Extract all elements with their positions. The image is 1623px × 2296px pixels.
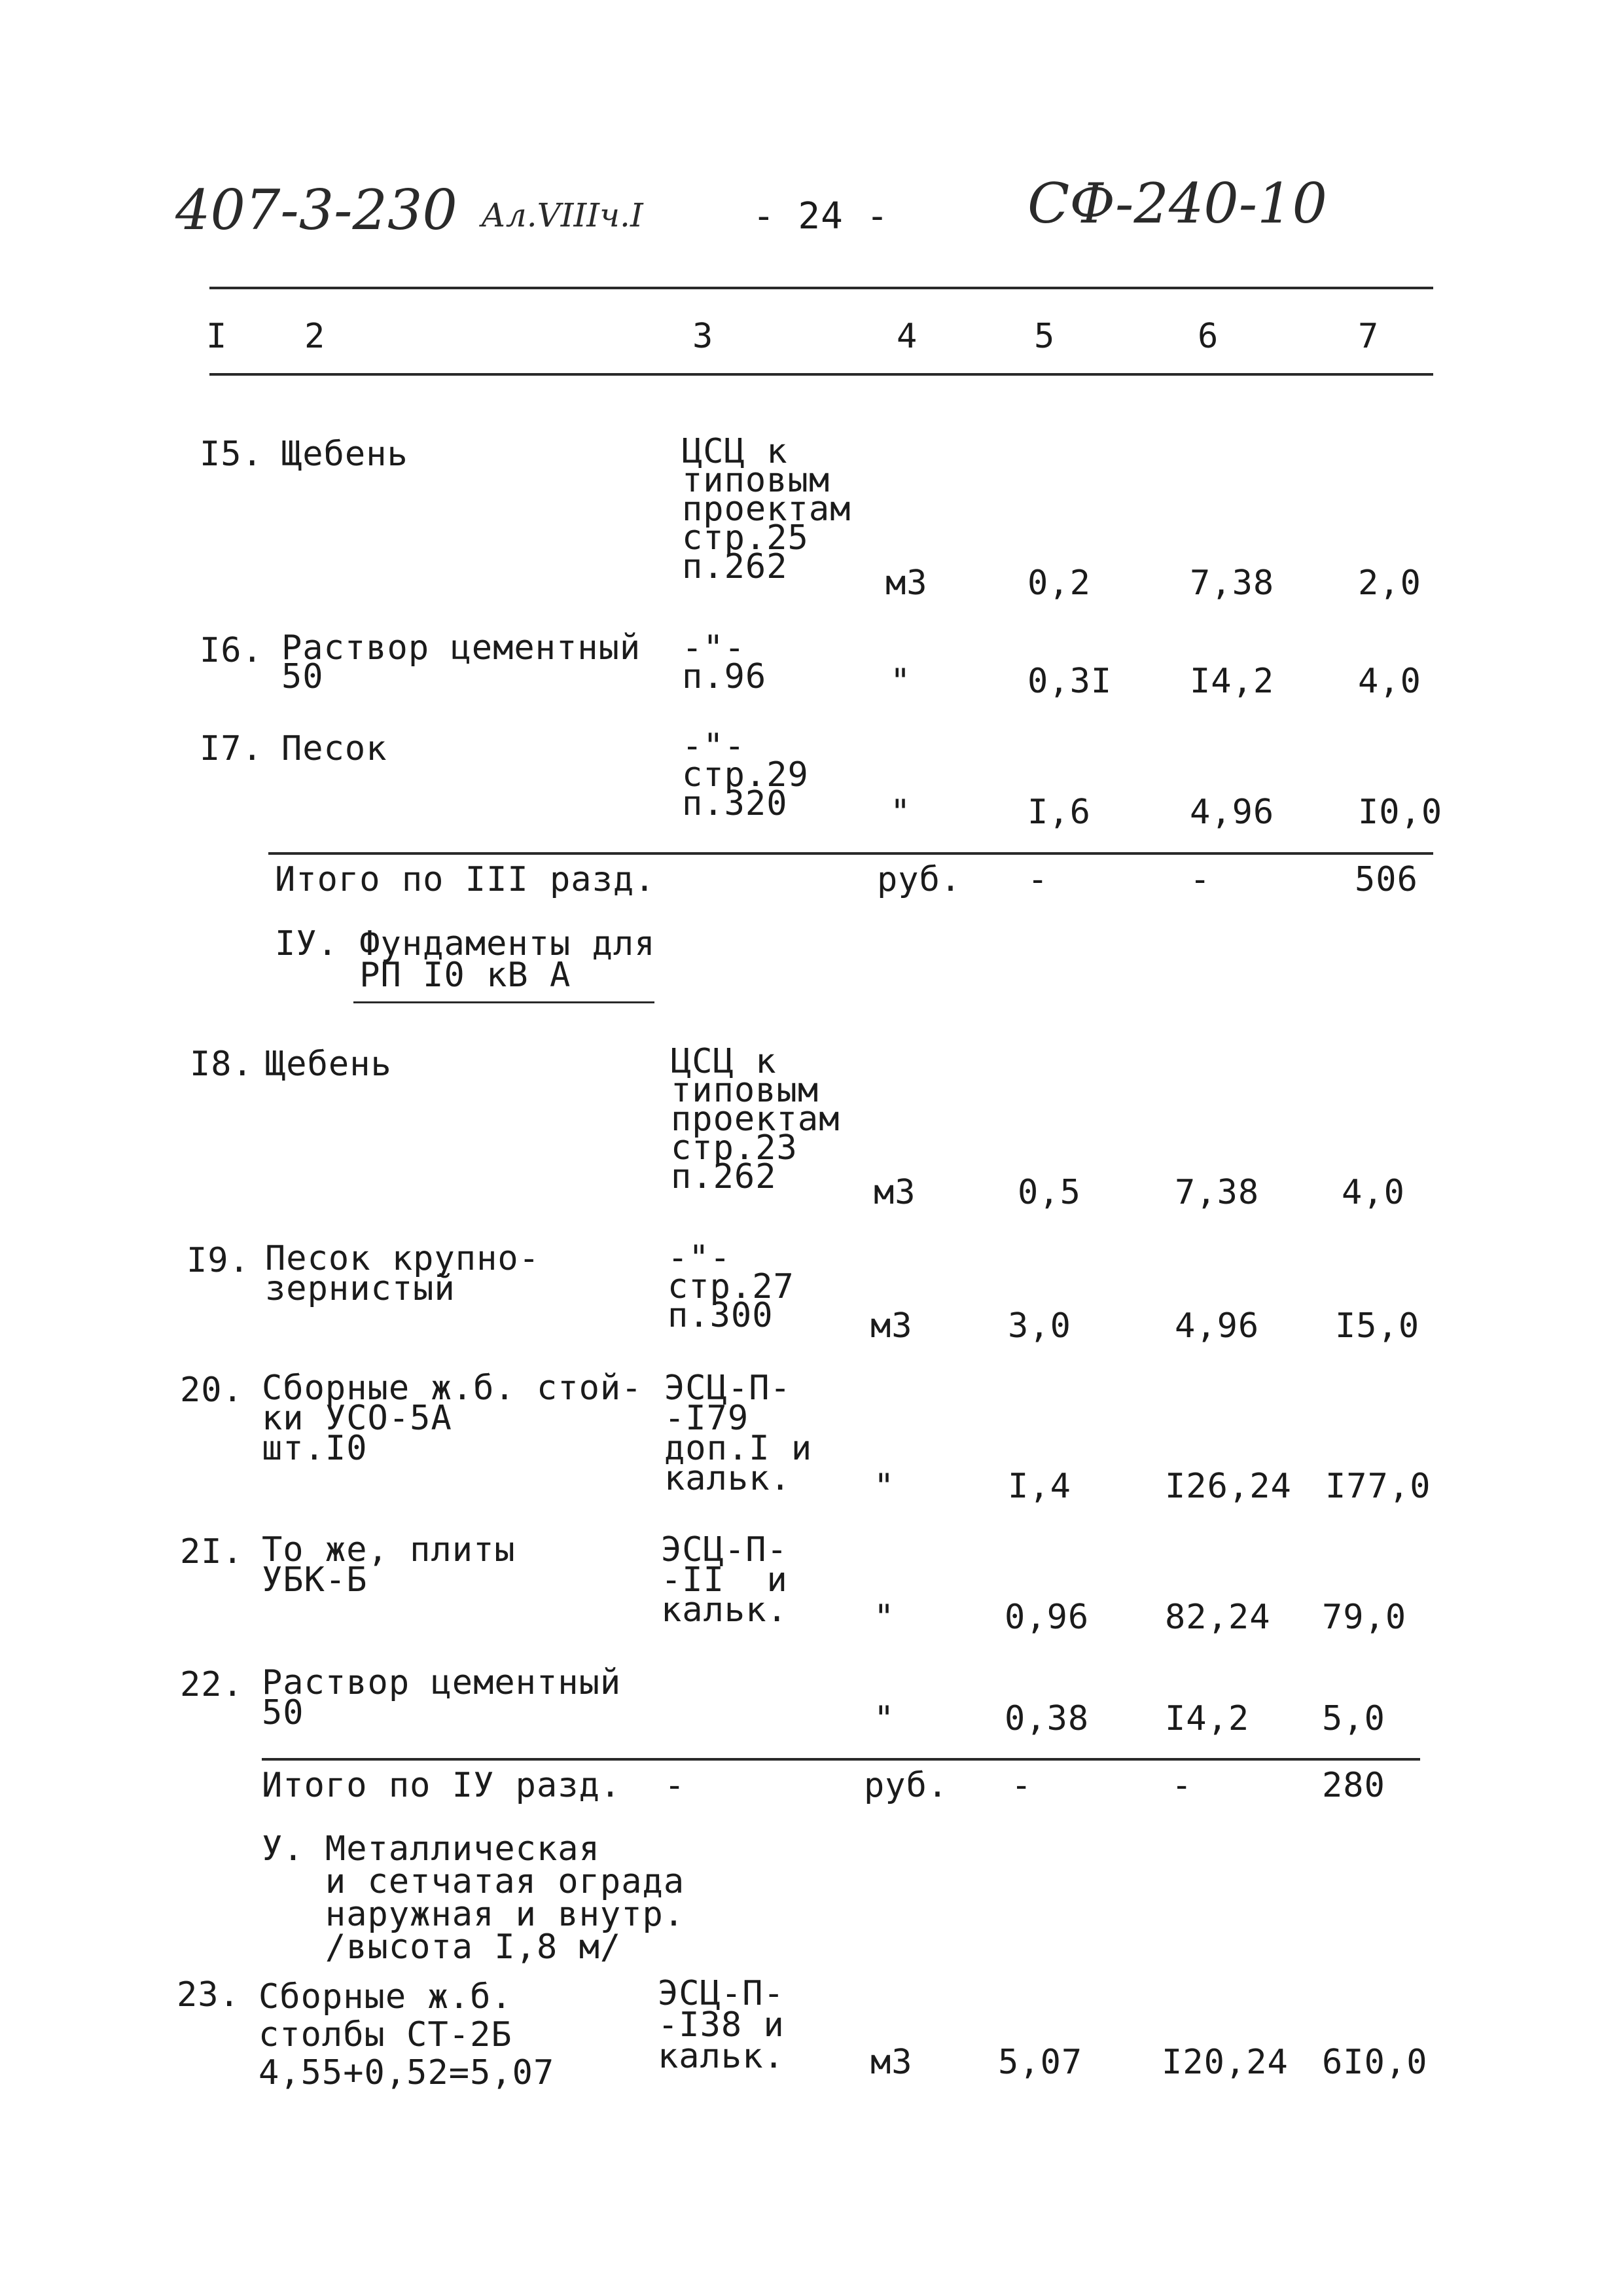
row-name: Щебень <box>265 1045 392 1084</box>
subtotal-rule <box>262 1758 1420 1761</box>
row-source: ЭСЦ-П- -II и кальк. <box>661 1530 788 1630</box>
row-number: I7. <box>200 729 263 768</box>
row-total: 79,0 <box>1322 1598 1407 1637</box>
row-price: 4,96 <box>1175 1306 1260 1346</box>
row-price: I26,24 <box>1165 1467 1292 1506</box>
row-name: То же, плиты УБК-Б <box>262 1530 516 1600</box>
row-unit: " <box>874 1467 895 1506</box>
row-quantity: 0,38 <box>1005 1699 1090 1738</box>
row-name: Песок <box>281 729 387 768</box>
column-header-3: 3 <box>692 317 714 356</box>
row-source: -"- стр.27 п.300 <box>668 1238 794 1335</box>
row-number: I9. <box>187 1241 250 1280</box>
row-quantity: - <box>1011 1766 1033 1805</box>
album-reference: Ал.VIIIч.I <box>481 196 643 234</box>
row-unit: руб. <box>877 860 962 899</box>
row-unit: м3 <box>885 564 928 603</box>
row-price: I4,2 <box>1190 662 1275 701</box>
row-source: ЦСЦ к типовым проектам стр.23 п.262 <box>671 1042 840 1196</box>
section-heading-underline <box>353 1001 654 1003</box>
column-header-2: 2 <box>304 317 326 356</box>
row-total: 5,0 <box>1322 1699 1385 1738</box>
row-total: 280 <box>1322 1766 1385 1805</box>
row-number: 23. <box>177 1975 240 2015</box>
row-number: 2I. <box>180 1532 243 1571</box>
row-source: -"- п.96 <box>682 628 767 696</box>
row-total: I77,0 <box>1325 1467 1431 1506</box>
row-name: Раствор цементный 50 <box>262 1663 622 1732</box>
row-quantity: 3,0 <box>1008 1306 1071 1346</box>
row-unit: м3 <box>874 1173 916 1212</box>
row-name: Итого по IУ разд. <box>262 1766 622 1805</box>
row-source: ЭСЦ-П- -I79 доп.I и кальк. <box>664 1369 813 1498</box>
row-price: I4,2 <box>1165 1699 1250 1738</box>
row-number: I6. <box>200 631 263 670</box>
row-total: 6I0,0 <box>1322 2043 1428 2082</box>
page-number: - 24 - <box>753 195 889 238</box>
row-unit: " <box>890 793 912 832</box>
row-name: Сборные ж.б. стой- ки УСО-5А шт.I0 <box>262 1369 643 1468</box>
row-total: I0,0 <box>1358 793 1443 832</box>
row-number: 22. <box>180 1665 243 1704</box>
column-header-4: 4 <box>897 317 918 356</box>
row-number: 20. <box>180 1371 243 1410</box>
series-code: СФ-240-10 <box>1027 171 1327 236</box>
row-price: 4,96 <box>1190 793 1275 832</box>
row-unit: " <box>874 1699 895 1738</box>
row-total: 506 <box>1355 860 1418 899</box>
row-quantity: I,6 <box>1027 793 1091 832</box>
row-number: I8. <box>190 1045 253 1084</box>
row-name: Песок крупно- зернистый <box>265 1239 540 1308</box>
column-header-7: 7 <box>1358 317 1380 356</box>
row-unit: " <box>874 1598 895 1637</box>
row-number: I5. <box>200 435 263 474</box>
subtotal-rule <box>268 852 1433 855</box>
row-price: I20,24 <box>1162 2043 1289 2082</box>
row-price: 7,38 <box>1175 1173 1260 1212</box>
row-quantity: 5,07 <box>998 2043 1083 2082</box>
row-total: I5,0 <box>1335 1306 1420 1346</box>
column-header-6: 6 <box>1198 317 1219 356</box>
header-bottom-rule <box>209 373 1433 376</box>
row-quantity: 0,3I <box>1027 662 1113 701</box>
row-total: 2,0 <box>1358 564 1421 603</box>
row-name: Итого по III разд. <box>275 860 656 899</box>
row-total: 4,0 <box>1342 1173 1405 1212</box>
row-unit: " <box>890 662 912 701</box>
row-source: ЭСЦ-П- -I38 и кальк. <box>658 1974 785 2076</box>
row-price: - <box>1190 860 1211 899</box>
row-name: Щебень <box>281 435 408 474</box>
header-top-rule <box>209 287 1433 289</box>
row-source: -"- стр.29 п.320 <box>682 726 809 823</box>
row-source: ЦСЦ к типовым проектам стр.25 п.262 <box>682 432 851 586</box>
row-total: 4,0 <box>1358 662 1421 701</box>
row-unit: м3 <box>870 1306 913 1346</box>
row-name: Раствор цементный 50 <box>281 628 641 696</box>
row-name: IУ. Фундаменты для РП I0 кВ А <box>275 924 656 995</box>
row-quantity: - <box>1027 860 1049 899</box>
row-price: 82,24 <box>1165 1598 1271 1637</box>
row-source: - <box>664 1766 686 1805</box>
row-unit: руб. <box>864 1766 949 1805</box>
row-quantity: 0,96 <box>1005 1598 1090 1637</box>
row-price: - <box>1171 1766 1193 1805</box>
row-quantity: 0,5 <box>1018 1173 1081 1212</box>
row-price: 7,38 <box>1190 564 1275 603</box>
column-header-5: 5 <box>1034 317 1056 356</box>
row-name: У. Металлическая и сетчатая ограда наружная и внутр. /высота I,8 м/ <box>262 1829 685 1967</box>
row-quantity: I,4 <box>1008 1467 1071 1506</box>
row-quantity: 0,2 <box>1027 564 1091 603</box>
document-code: 407-3-230 <box>175 178 457 242</box>
column-header-1: I <box>206 317 228 356</box>
row-name: Сборные ж.б. столбы СТ-2Б 4,55+0,52=5,07 <box>259 1977 555 2092</box>
row-unit: м3 <box>870 2043 913 2082</box>
